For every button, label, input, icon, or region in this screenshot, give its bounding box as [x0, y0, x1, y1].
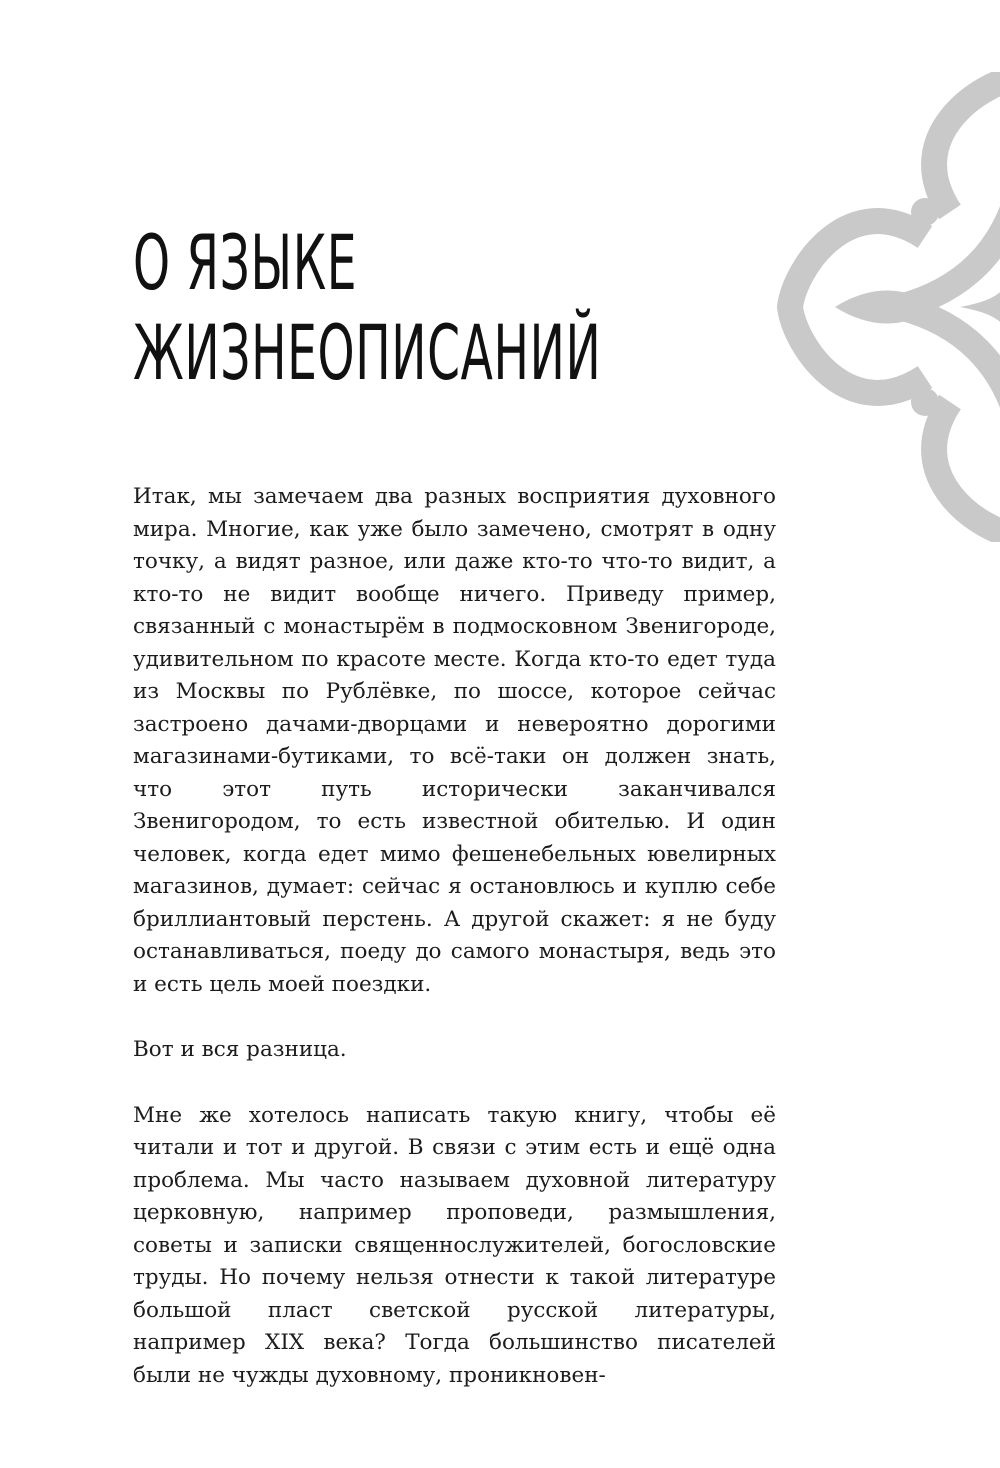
paragraph-3: Мне же хотелось написать такую книгу, чтобы её читали и тот и другой. В связи с этим есть и ещё одна проблема. Мы часто называем духовной литературу церковную, например проповеди, размышления, советы и записки священнослужителей, богословские труды. Но почему нельзя отнести к такой литературе большой пласт светской русской литературы, например XIX века? Тогда большинство писателей были не чужды духовному, проникновен- [133, 1102, 776, 1388]
chapter-title [133, 218, 601, 398]
chapter-title-line-1: О ЯЗЫКЕ [133, 218, 358, 307]
quatrefoil-ornament-icon [720, 72, 1000, 542]
body-text [133, 481, 776, 1392]
paragraph-1: Итак, мы замечаем два разных восприятия духовного мира. Многие, как уже было замечено, смотрят в одну точку, а видят разное, или даже кто-то что-то видит, а кто-то не видит вообще ничего. Приведу пример, связанный с монастырём в подмосковном Звенигороде, удивительном по красоте месте. Когда кто-то едет туда из Москвы по Рублёвке, по шоссе, которое сейчас застроено дачами-дворцами и невероятно дорогими магазинами-бутиками, то всё-таки он должен знать, что этот путь исторически заканчивался Звенигородом, то есть известной обителью. И один человек, когда едет мимо фешенебельных ювелирных магазинов, думает: сейчас я остановлюсь и куплю себе бриллиантовый перстень. А другой скажет: я не буду останавливаться, поеду до самого монастыря, ведь это и есть цель моей поездки. [133, 484, 776, 997]
paragraph-2: Вот и вся разница. [133, 1037, 347, 1062]
chapter-title-line-2: ЖИЗНЕОПИСАНИЙ [133, 308, 602, 397]
